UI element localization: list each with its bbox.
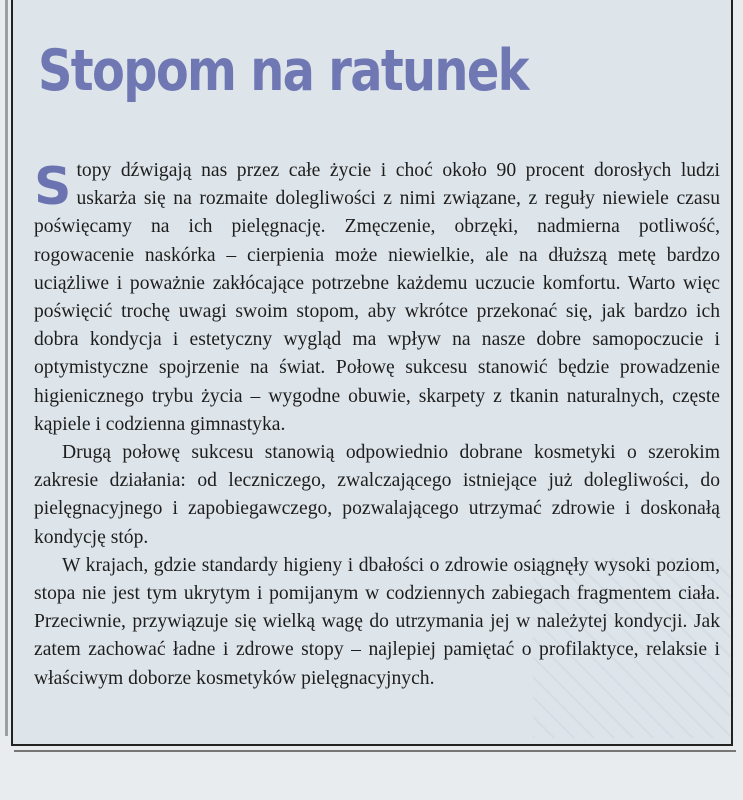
left-margin-rule: [5, 0, 8, 736]
box-bottom-shadow: [14, 750, 736, 752]
article-body: [34, 157, 720, 693]
paragraph-1-text: topy dźwigają nas przez całe życie i choć około 90 procent dorosłych ludzi uskarża się na rozmaite dolegliwości z nimi związane, z reguły niewiele czasu poświęcamy na ich pielęgnację. Zmęczenie, obrzęki, nadmierna potliwość, rogowacenie naskórka – cierpienia może niewielkie, ale na dłuższą metę bardzo uciążliwe i poważnie zakłócające potrzebne każdemu uczucie komfortu. Warto więc poświęcić trochę uwagi swoim stopom, aby wkrótce przekonać się, jak bardzo ich dobra kondycja i estetyczny wygląd ma wpływ na nasze dobre samopoczucie i optymistyczne spojrzenie na świat. Połowę sukcesu stanowić będzie prowadzenie higienicznego trybu życia – wygodne obuwie, skarpety z tkanin naturalnych, częste kąpiele i codzienna gimnastyka.: [34, 160, 720, 435]
article-paragraph-1: [34, 157, 720, 439]
article-paragraph-2: Drugą połowę sukcesu stanowią odpowiednio dobrane kosmetyki o szerokim zakresie działania: od leczniczego, zwalczającego istniejące już dolegliwości, do pielęgnacyjnego i zapobiegawczego, pozwalającego utrzymać zdrowie i doskonałą kondycję stóp.: [34, 442, 720, 548]
article-paragraph-3: W krajach, gdzie standardy higieny i dbałości o zdrowie osiągnęły wysoki poziom, stopa nie jest tym ukrytym i pomijanym w codziennych zabiegach fragmentem ciała. Przeciwnie, przywiązuje się wielką wagę do utrzymania jej w należytej kondycji. Jak zatem zachować ładne i zdrowe stopy – najlepiej pamiętać o profilaktyce, relaksie i właściwym doborze kosmetyków pielęgnacyjnych.: [34, 554, 720, 689]
drop-cap: S: [34, 157, 72, 217]
article-title: Stopom na ratunek: [38, 38, 528, 104]
